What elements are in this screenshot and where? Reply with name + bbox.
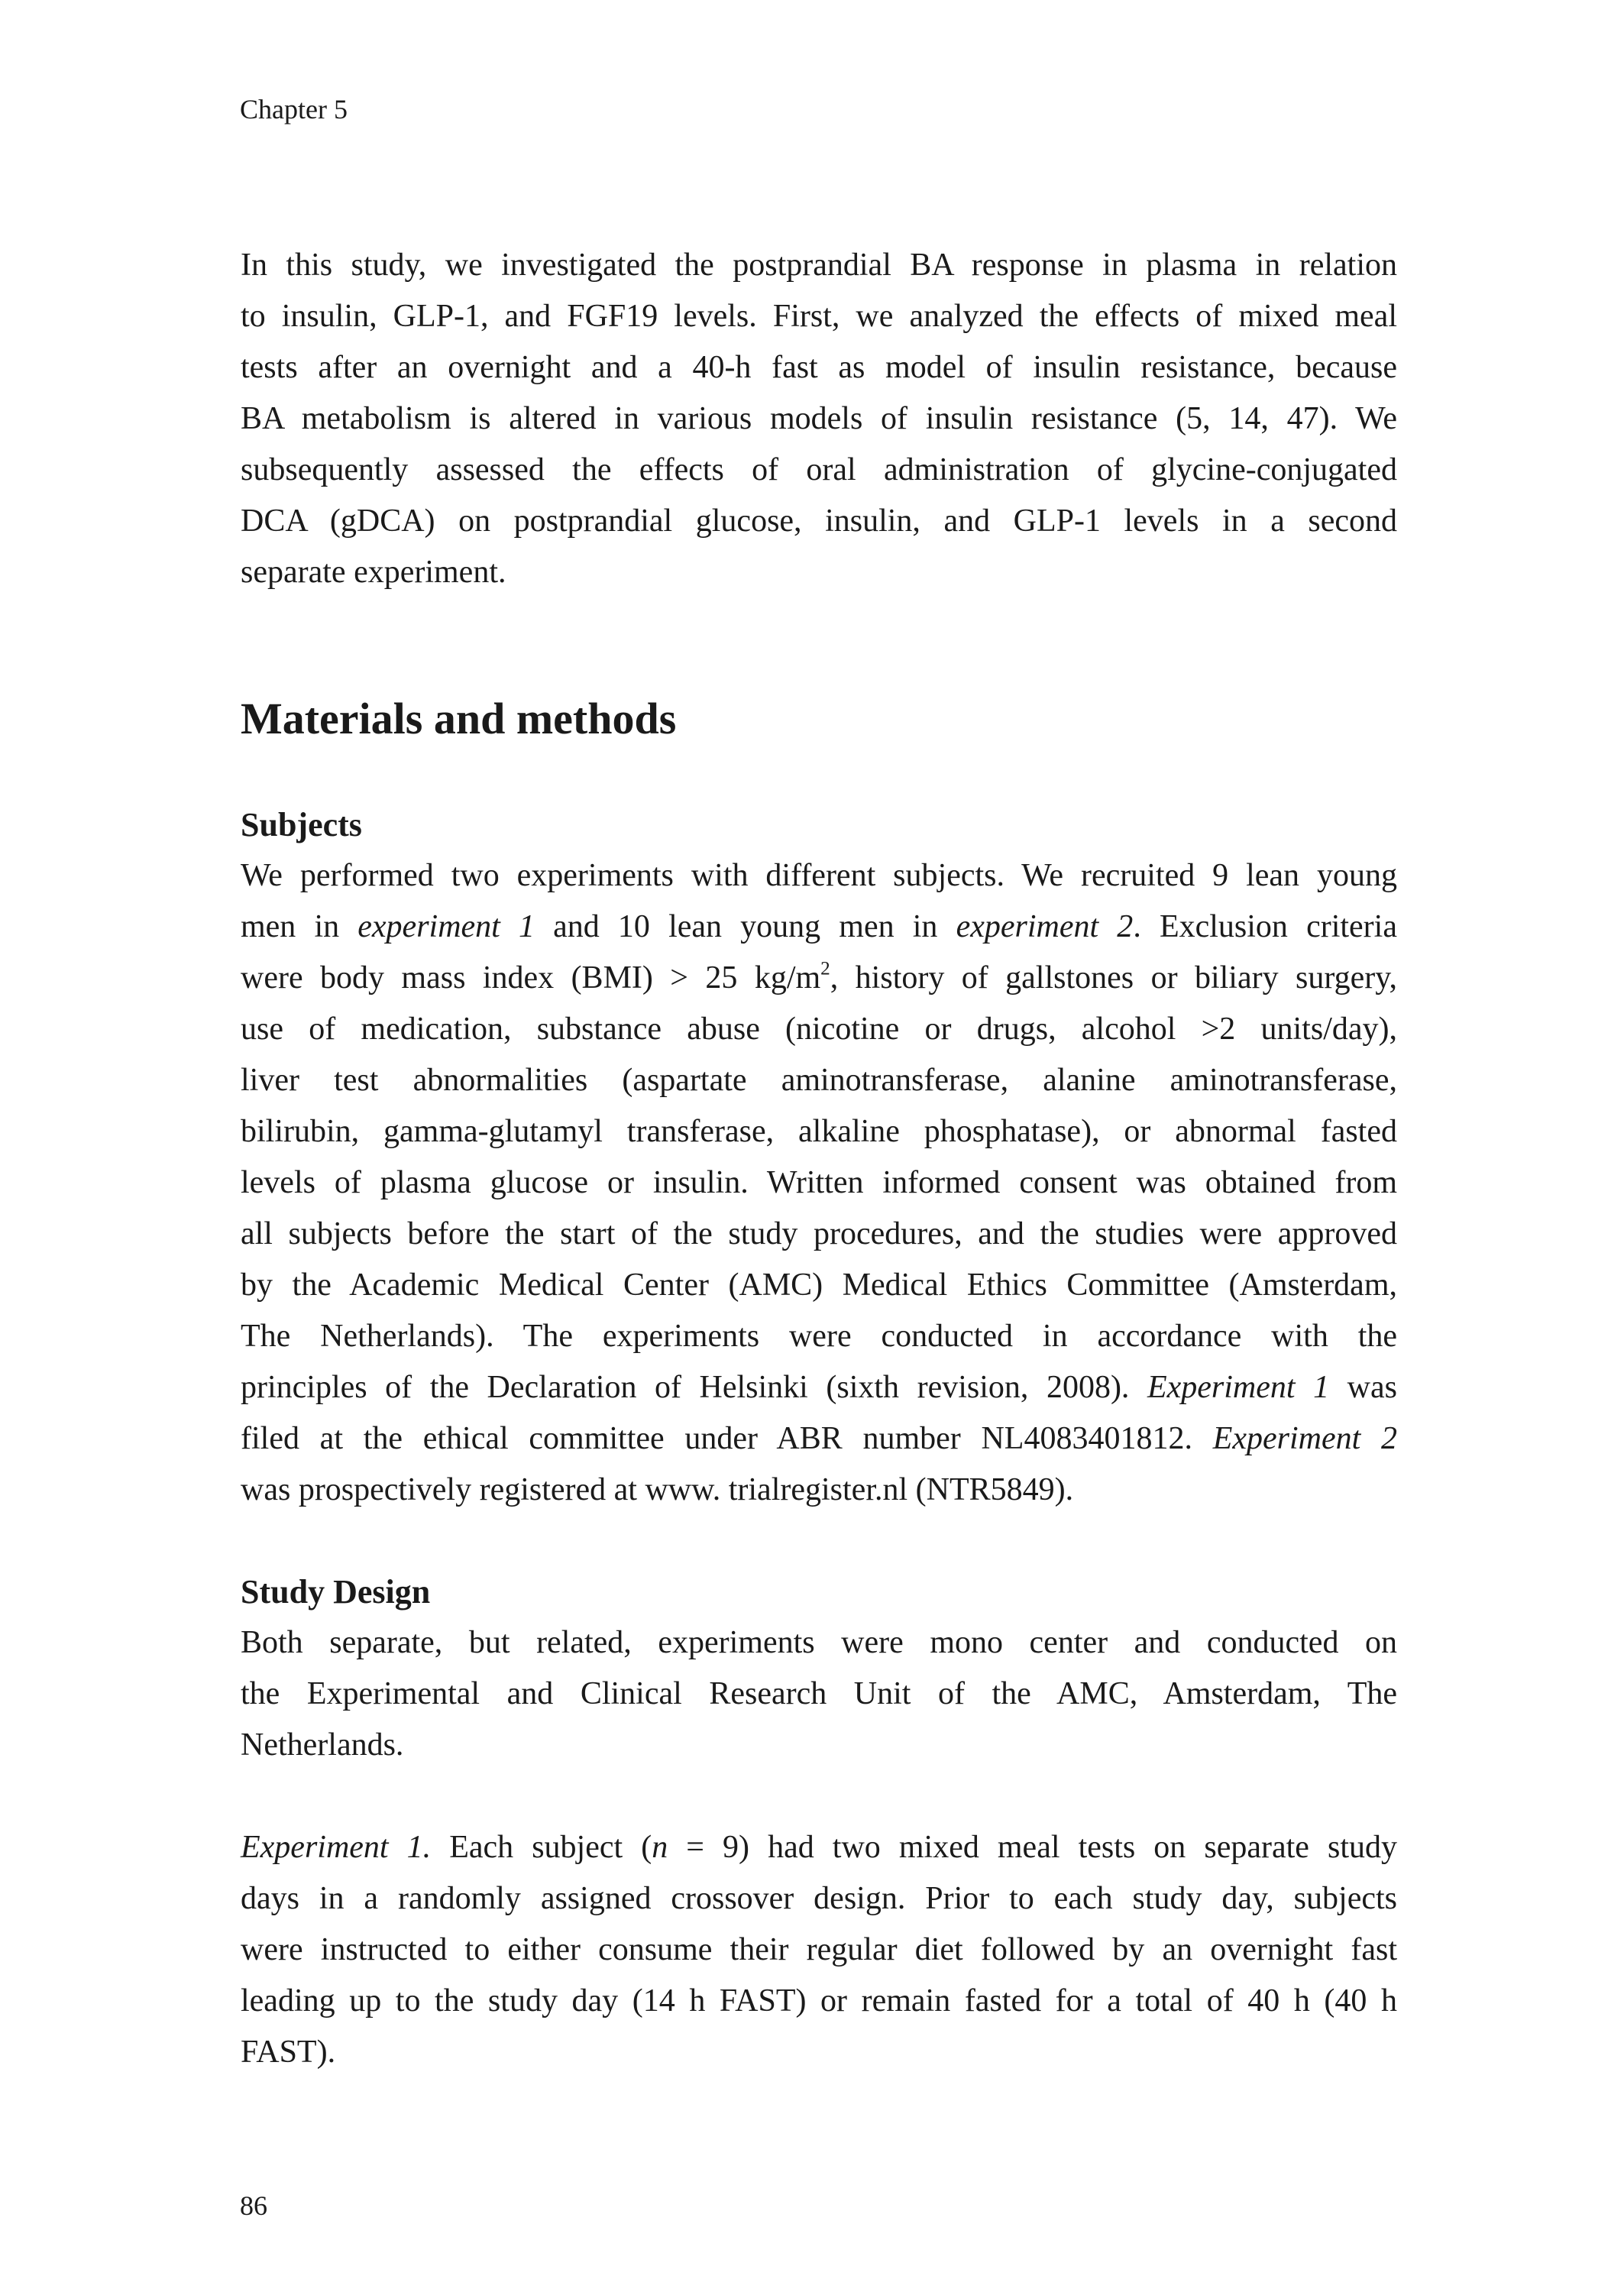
italic-text: Experiment 1: [1147, 1370, 1330, 1405]
text-line: subsequently assessed the effects of oral administration of glycine-conjugated: [241, 452, 1397, 487]
text-run: principles of the Declaration of Helsinki (sixth revision, 2008).: [241, 1370, 1147, 1405]
text-line: were instructed to either consume their regular diet followed by an overnight fast: [241, 1932, 1397, 1967]
italic-text: n: [652, 1830, 668, 1865]
text-line: FAST).: [241, 2035, 336, 2070]
text-line: by the Academic Medical Center (AMC) Medical Ethics Committee (Amsterdam,: [241, 1267, 1397, 1303]
italic-text: experiment 2: [956, 909, 1134, 944]
page-number: 86: [240, 2190, 267, 2221]
subjects-section: [241, 799, 1397, 1516]
subjects-paragraph: [241, 850, 1397, 1516]
text-line: In this study, we investigated the postprandial BA response in plasma in relation: [241, 248, 1397, 283]
text-line: DCA (gDCA) on postprandial glucose, insulin, and GLP-1 levels in a second: [241, 503, 1397, 539]
text-line: to insulin, GLP-1, and FGF19 levels. First, we analyzed the effects of mixed meal: [241, 299, 1397, 334]
text-line: [241, 1413, 1397, 1465]
experiment1-paragraph: [241, 1822, 1397, 2078]
italic-text: experiment 1: [357, 909, 535, 944]
text-line: The Netherlands). The experiments were conducted in accordance with the: [241, 1319, 1397, 1354]
text-line: We performed two experiments with different subjects. We recruited 9 lean young: [241, 858, 1397, 893]
text-line: was prospectively registered at www. trialregister.nl (NTR5849).: [241, 1472, 1074, 1507]
text-line: [241, 1822, 1397, 1873]
text-line: the Experimental and Clinical Research Unit of the AMC, Amsterdam, The: [241, 1676, 1397, 1711]
section-heading: Materials and methods: [241, 694, 677, 743]
text-line: Both separate, but related, experiments were mono center and conducted on: [241, 1625, 1397, 1660]
text-run: = 9) had two mixed meal tests on separate study: [668, 1830, 1398, 1865]
text-run: were body mass index (BMI) > 25 kg/m: [241, 960, 821, 995]
text-line: days in a randomly assigned crossover design. Prior to each study day, subjects: [241, 1881, 1397, 1916]
text-line: separate experiment.: [241, 555, 506, 590]
study-design-heading: Study Design: [241, 1573, 431, 1611]
text-line: BA metabolism is altered in various models of insulin resistance (5, 14, 47). We: [241, 401, 1397, 436]
italic-text: Experiment 2: [1212, 1421, 1397, 1456]
text-run: Each subject (: [431, 1830, 652, 1865]
text-line: [241, 953, 1397, 1004]
text-line: tests after an overnight and a 40-h fast as model of insulin resistance, because: [241, 350, 1397, 385]
text-run: men in: [241, 909, 358, 944]
text-line: Netherlands.: [241, 1727, 404, 1763]
text-line: use of medication, substance abuse (nicotine or drugs, alcohol >2 units/day),: [241, 1012, 1397, 1047]
text-line: [241, 1362, 1397, 1413]
text-run: was: [1329, 1370, 1397, 1405]
running-head: Chapter 5: [240, 94, 348, 125]
subjects-heading: Subjects: [241, 806, 362, 843]
text-run: . Exclusion criteria: [1133, 909, 1397, 944]
text-line: leading up to the study day (14 h FAST) or remain fasted for a total of 40 h (40 h: [241, 1983, 1397, 2018]
study-design-section: [241, 1566, 1397, 1771]
text-line: all subjects before the start of the study procedures, and the studies were approved: [241, 1216, 1397, 1251]
text-line: levels of plasma glucose or insulin. Written informed consent was obtained from: [241, 1165, 1397, 1200]
text-line: [241, 902, 1397, 953]
text-run: and 10 lean young men in: [535, 909, 956, 944]
italic-text: Experiment 1.: [241, 1830, 432, 1865]
text-line: liver test abnormalities (aspartate aminotransferase, alanine aminotransferase,: [241, 1063, 1397, 1098]
intro-paragraph: [241, 240, 1397, 598]
text-run: filed at the ethical committee under ABR number NL4083401812.: [241, 1421, 1213, 1456]
text-run: , history of gallstones or biliary surgery,: [830, 960, 1397, 995]
study-design-paragraph: [241, 1617, 1397, 1771]
superscript: 2: [820, 958, 830, 979]
text-line: bilirubin, gamma-glutamyl transferase, alkaline phosphatase), or abnormal fasted: [241, 1114, 1397, 1149]
